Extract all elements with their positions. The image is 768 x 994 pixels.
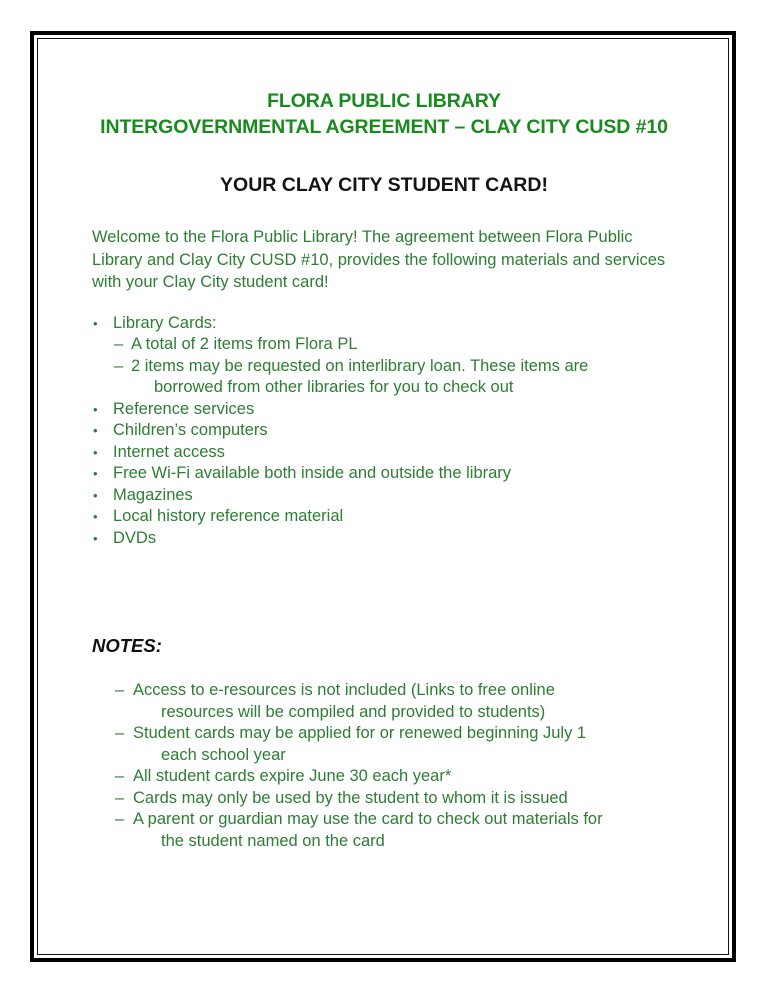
note-item-label: Cards may only be used by the student to whom it is issued — [133, 788, 568, 807]
bullet-dot-icon: • — [93, 315, 98, 331]
note-item-label-continued: each school year — [161, 745, 286, 764]
service-item — [93, 420, 684, 442]
service-item — [93, 442, 684, 464]
bullet-dot-icon: • — [93, 423, 98, 438]
services-bullet-list — [0, 313, 768, 550]
note-item-label-continued: resources will be compiled and provided to students) — [161, 702, 546, 721]
service-sub-item — [114, 334, 688, 356]
service-item — [93, 313, 684, 335]
intro-paragraph: Welcome to the Flora Public Library! The agreement between Flora Public Library and Clay City CUSD #10, provides the following materials and services with your Clay City student card! — [92, 228, 666, 291]
service-item-label: Children’s computers — [113, 421, 268, 439]
service-item — [93, 506, 684, 528]
service-item-label: Library Cards: — [113, 313, 217, 332]
bullet-dash-icon: – — [114, 356, 124, 375]
note-item — [115, 809, 696, 852]
service-item-label: Magazines — [113, 485, 193, 504]
bullet-dot-icon: • — [93, 401, 98, 417]
service-item-label: DVDs — [113, 528, 157, 547]
service-item — [93, 399, 684, 421]
bullet-dash-icon: – — [115, 788, 125, 807]
service-item — [93, 485, 684, 507]
note-item — [115, 723, 696, 766]
note-item-label: Student cards may be applied for or renewed beginning July 1 each school year — [133, 723, 696, 766]
notes-heading: NOTES: — [92, 635, 162, 656]
bullet-dash-icon: – — [115, 681, 125, 699]
bullet-dot-icon: • — [93, 530, 98, 546]
note-item — [115, 766, 696, 788]
service-item-label: Local history reference material — [113, 507, 344, 525]
note-item-label: Access to e-resources is not included (Links to free online resources will be compiled and provided to students) — [133, 680, 696, 723]
bullet-dot-icon: • — [93, 487, 98, 503]
note-item — [115, 680, 696, 723]
bullet-dash-icon: – — [115, 767, 125, 785]
service-item-label: Free Wi-Fi available both inside and outside the library — [113, 464, 512, 482]
note-item — [115, 788, 696, 810]
bullet-dash-icon: – — [114, 335, 124, 353]
bullet-dash-icon: – — [115, 810, 125, 828]
service-item — [93, 463, 684, 485]
title-line-2: INTERGOVERNMENTAL AGREEMENT – CLAY CITY CUSD #10 — [100, 116, 668, 138]
title-line-1: FLORA PUBLIC LIBRARY — [267, 90, 501, 112]
bullet-dot-icon: • — [93, 509, 98, 524]
service-item-label: A total of 2 items from Flora PL — [131, 335, 358, 353]
note-item-label-continued: the student named on the card — [161, 831, 385, 850]
service-item-label: 2 items may be requested on interlibrary loan. These items are borrowed from other libraries for you to check out — [131, 356, 688, 399]
bullet-dot-icon: • — [93, 444, 98, 460]
notes-list — [0, 680, 768, 852]
note-item-label: All student cards expire June 30 each year* — [133, 767, 452, 785]
service-sub-item — [114, 356, 688, 399]
bullet-dot-icon: • — [93, 466, 98, 481]
document-subtitle: YOUR CLAY CITY STUDENT CARD! — [220, 174, 548, 196]
service-item-label: Internet access — [113, 442, 225, 461]
service-item-label-continued: borrowed from other libraries for you to check out — [154, 378, 514, 396]
service-item — [93, 528, 684, 550]
document-title — [0, 0, 768, 140]
service-item-label: Reference services — [113, 399, 255, 418]
note-item-label: A parent or guardian may use the card to check out materials for the student named on the card — [133, 809, 696, 852]
bullet-dash-icon: – — [115, 724, 125, 742]
